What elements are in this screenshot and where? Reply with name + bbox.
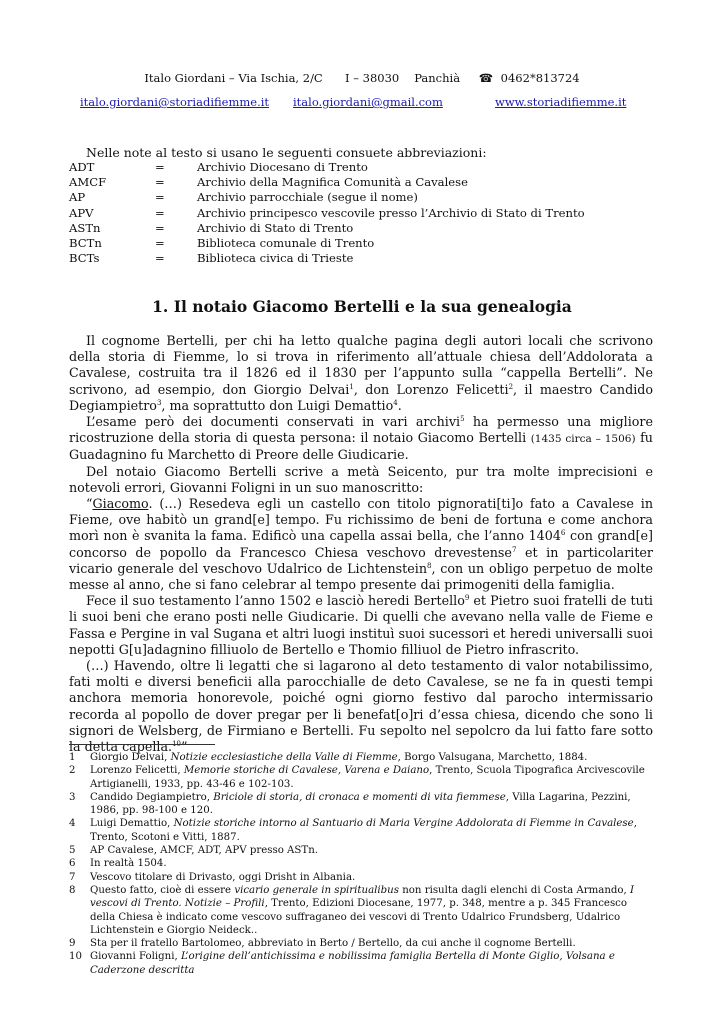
footnote-ref[interactable]: 10: [172, 739, 182, 748]
date-range: (1435 circa – 1506): [530, 433, 636, 446]
book-title: Notizie ecclesiastiche della Valle di Fiemme: [170, 752, 398, 763]
footnote-ref[interactable]: 8: [427, 561, 432, 570]
text-run: Questo fatto, cioè di essere: [90, 884, 235, 896]
abbreviation-value: Archivio di Stato di Trento: [197, 220, 354, 235]
footnote-number: 9: [69, 938, 76, 950]
phone-number: 0462*813724: [500, 71, 580, 85]
text-run: , ma soprattutto don Luigi Demattio: [161, 397, 394, 413]
abbreviation-key: ASTn: [69, 220, 101, 235]
abbreviation-equals: =: [155, 235, 165, 250]
footnote-ref[interactable]: 3: [156, 398, 162, 407]
text-run: Fece il suo testamento l’anno 1502 e lasciò heredi Bertello: [86, 593, 465, 609]
abbreviation-equals: =: [155, 190, 165, 205]
text-run: , don Lorenzo Felicetti: [353, 381, 509, 397]
abbreviation-key: AMCF: [69, 175, 107, 190]
text-run: (…) Havendo, oltre li legatti che si lagarono al deto testamento di valor notabilissimo, fati molti e diversi beneficii alla parocchialle de deto Cavalese, se ne fa in questi tempi anchora memoria honorevole, poiché ogni giorno festivo dal parocho intermissario recorda al popollo de dover pregar per li benefat[o]ri d’essa chiesa, dicendo che sono li signori de Welsberg, de Firmiano e Bertelli. Fu sepolto nel sepolcro da lui fatto fare sotto la detta capella.: [69, 658, 653, 755]
footnote: [69, 871, 653, 884]
abbreviation-equals: =: [155, 205, 165, 220]
footnote-number: 1: [69, 752, 76, 763]
abbreviation-key: BCTs: [69, 251, 100, 266]
text-run: Vescovo titolare di Drivasto, oggi Drisht in Albania.: [90, 871, 356, 883]
quote-paragraph: [69, 496, 653, 593]
footnote-ref[interactable]: 7: [511, 545, 517, 554]
text-run: Candido Degiampietro,: [90, 791, 214, 803]
footnote-ref[interactable]: 5: [460, 414, 465, 423]
quote-paragraph: [69, 593, 653, 658]
abbreviation-key: BCTn: [69, 235, 102, 250]
abbreviation-value: Archivio principesco vescovile presso l’Archivio di Stato di Trento: [197, 205, 585, 220]
text-run: , Borgo Valsugana, Marchetto, 1884.: [397, 752, 588, 763]
city: Panchià: [414, 71, 461, 85]
text-run: et in particolariter vicario generale del veschovo Udalrico de Lichtenstein: [69, 544, 653, 576]
quote-paragraph: [69, 658, 653, 755]
abbreviation-equals: =: [155, 220, 165, 235]
book-title: Memorie storiche di Cavalese, Varena e Daiano: [183, 765, 430, 777]
footnotes: [69, 751, 653, 977]
footnote-number: 6: [69, 858, 76, 870]
text-run: con grand[e] concorso de popollo da Francesco Chiesa veschovo drevestense: [69, 528, 654, 560]
footnote-number: 2: [69, 765, 76, 777]
text-run: , Villa Lagarina, Pezzini, 1986, pp. 98-100 e 120.: [90, 791, 631, 817]
footnote: [69, 857, 653, 870]
text-run: ”: [181, 739, 188, 755]
footnote-ref[interactable]: 1: [349, 382, 354, 391]
footnote: [69, 937, 653, 950]
footnote: [69, 751, 653, 764]
author-address: Italo Giordani – Via Ischia, 2/C: [144, 71, 323, 85]
footnote-number: 10: [69, 951, 82, 963]
footnote: [69, 844, 653, 857]
italic-phrase: vicario generale in spiritualibus: [234, 884, 399, 896]
book-title: Notizie storiche intorno al Santuario di Maria Vergine Addolorata di Fiemme in Cavalese: [173, 818, 634, 830]
footnote: [69, 764, 653, 791]
website-link[interactable]: www.storiadifiemme.it: [495, 95, 627, 109]
text-run: Giorgio Delvai,: [90, 752, 171, 763]
footnote-number: 4: [69, 818, 76, 830]
text-run: “: [86, 496, 93, 512]
footnote-ref[interactable]: 4: [393, 398, 398, 407]
text-run: Luigi Demattio,: [90, 818, 174, 830]
section-title: 1. Il notaio Giacomo Bertelli e la sua genealogia: [152, 297, 572, 316]
footnote-number: 7: [69, 871, 76, 883]
abbreviation-value: Archivio parrocchiale (segue il nome): [197, 190, 418, 205]
text-run: et Pietro suoi fratelli de tuti li suoi beni che erano posti nelle Giudicarie. Di quelli che avevano nella valle de Fieme e Fassa e Pergine in val Sugana et altri luogi instituì suoi sucessori et heredi universalli suoi nepotti G[u]adagnino filliuolo de Bertello e Thomio filliuol de Pietro infrascrito.: [69, 593, 653, 657]
abbreviation-key: AP: [69, 190, 86, 205]
postal-code: I – 38030: [345, 71, 400, 85]
quote-heading: Giacomo: [92, 496, 149, 512]
footnote-ref[interactable]: 2: [508, 382, 514, 391]
abbreviation-equals: =: [155, 251, 165, 266]
footnote: [69, 884, 653, 937]
abbreviation-key: ADT: [69, 160, 95, 174]
text-run: In realtà 1504.: [90, 858, 167, 870]
text-run: ha permesso una migliore ricostruzione della storia di questa persona: il notaio Giacomo Bertelli: [69, 414, 653, 446]
abbreviation-value: Archivio della Magnifica Comunità a Cavalese: [197, 175, 468, 190]
abbreviation-value: Biblioteca civica di Trieste: [197, 251, 354, 266]
abbreviations-intro: Nelle note al testo si usano le seguenti consuete abbreviazioni:: [86, 145, 487, 160]
footnote: [69, 950, 653, 977]
abbreviation-equals: =: [155, 160, 165, 174]
abbreviation-value: Archivio Diocesano di Trento: [197, 160, 368, 174]
text-run: , il maestro Candido Degiampietro: [69, 381, 654, 413]
footnote-number: 8: [69, 884, 76, 896]
text-run: fu Guadagnino fu Marchetto di Preore delle Giudicarie.: [69, 430, 653, 463]
abbreviation-key: APV: [69, 205, 94, 220]
footnote-ref[interactable]: 9: [464, 594, 470, 603]
text-run: AP Cavalese, AMCF, ADT, APV presso ASTn.: [90, 845, 318, 857]
footnote-number: 3: [69, 791, 76, 803]
text-run: , con un obligo perpetuo de molte messe al anno, che si fano celebrar al tempo presente dai primogeniti della famiglia.: [69, 560, 654, 593]
footnote-number: 5: [69, 845, 76, 857]
text-run: Giovanni Foligni,: [90, 951, 181, 963]
footnote: [69, 791, 653, 818]
footnote-ref[interactable]: 6: [560, 529, 566, 538]
text-run: , Trento, Edizioni Diocesane, 1977, p. 348, mentre a p. 345 Francesco della Chiesa è indicato come vescovo suffraganeo dei vescovi di Trento Udalrico Frundsberg, Udalrico Lichtenstein e Giorgio Neideck..: [90, 898, 628, 936]
email-link-gmail[interactable]: italo.giordani@gmail.com: [293, 95, 443, 109]
phone-icon: ☎: [478, 71, 494, 85]
text-run: L’esame però dei documenti conservati in vari archivi: [86, 414, 461, 430]
body-text: [69, 333, 653, 755]
text-run: non risulta dagli elenchi di Costa Armando,: [398, 884, 631, 896]
footnote: [69, 817, 653, 844]
paragraph: [69, 414, 653, 464]
text-run: , Trento, Scotoni e Vitti, 1887.: [90, 818, 637, 843]
text-run: , Trento, Scuola Tipografica Arcivescovile Artigianelli, 1933, pp. 43-46 e 102-103.: [90, 765, 645, 790]
text-run: Sta per il fratello Bartolomeo, abbreviato in Berto / Bertello, da cui anche il cognome Bertelli.: [90, 938, 576, 950]
text-run: Lorenzo Felicetti,: [90, 765, 184, 777]
abbreviation-value: Biblioteca comunale di Trento: [197, 235, 375, 250]
paragraph: Del notaio Giacomo Bertelli scrive a metà Seicento, pur tra molte imprecisioni e notevoli errori, Giovanni Foligni in un suo manoscritto:: [69, 463, 653, 495]
abbreviation-equals: =: [155, 175, 165, 190]
book-title: L’origine dell’antichissima e nobilissima famiglia Bertella di Monte Giglio, Volsana e Caderzone descritta: [90, 951, 615, 976]
text-run: . (…) Resedeva egli un castello con titolo pignorati[ti]o fato a Cavalese in Fieme, ove habitò un grand[e] tempo. Fu richissimo de beni de fortuna e come anchora morì non è svanita la fama. Edificò una capella assai bella, che l’anno 1404: [69, 496, 653, 544]
book-title: Briciole di storia, di cronaca e momenti di vita fiemmese: [213, 791, 506, 803]
book-title: I vescovi di Trento. Notizie – Profili: [90, 884, 635, 910]
footnote-divider: [69, 744, 215, 745]
paragraph: [69, 333, 653, 414]
email-link-storiadifiemme[interactable]: italo.giordani@storiadifiemme.it: [80, 95, 270, 109]
letterhead: [0, 71, 724, 85]
text-run: .: [397, 397, 402, 413]
text-run: Il cognome Bertelli, per chi ha letto qualche pagina degli autori locali che scrivono della storia di Fiemme, lo si trova in riferimento all’attuale chiesa dell’Addolorata a Cavalese, costruita tra il 1826 ed il 1830 per l’appunto sulla “cappella Bertelli”. Ne scrivono, ad esempio, don Giorgio Delvai: [69, 333, 653, 397]
